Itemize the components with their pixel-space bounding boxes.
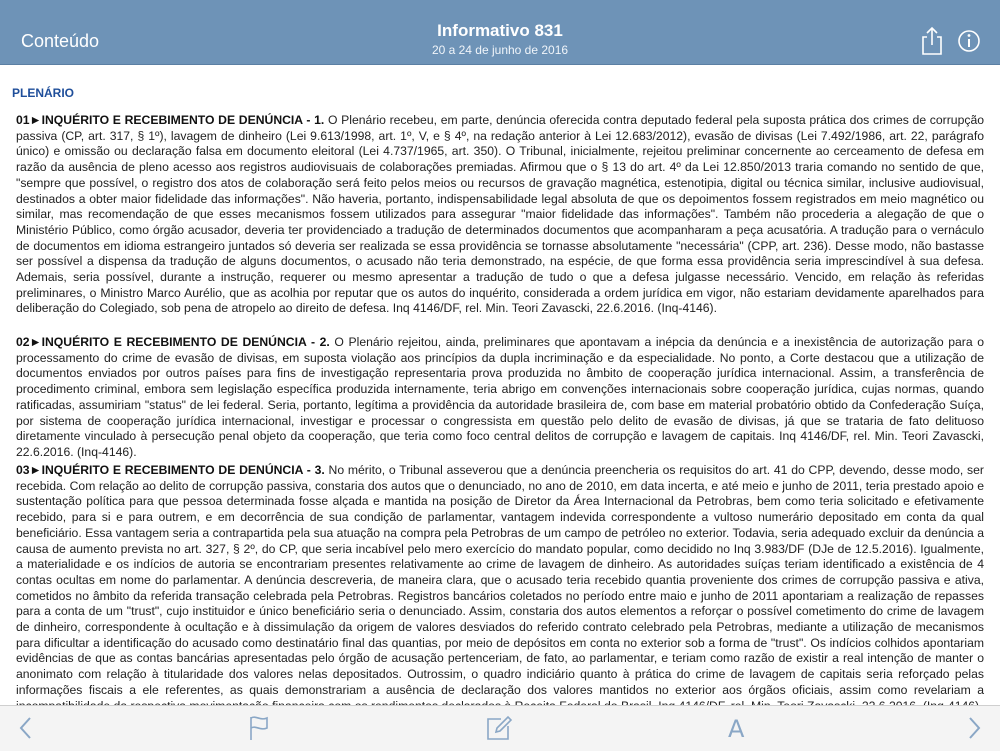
info-icon[interactable] [956, 26, 984, 56]
chevron-right-icon[interactable] [964, 714, 984, 747]
bottom-toolbar [0, 705, 1000, 751]
article-content[interactable] [0, 65, 1000, 705]
back-button[interactable]: Conteúdo [21, 31, 100, 51]
paragraph-2-text: O Plenário rejeitou, ainda, preliminares que apontavam a inépcia da denúncia e a inexistência de autorização para o processamento do crime de evasão de divisas, em suposta violação aos princípios da dupla incriminação e da especialidade. No ponto, a Corte destacou que a utilização de documentos enviados por outros países para fins de investigação representaria prova produzida no âmbito de cooperação jurídica internacional. Assim, a transferência de procedimento criminal, embora sem legislação específica produzida internamente, teria abrigo em convenções internacionais sobre cooperação jurídica, cujas normas, quando ratificadas, assumiriam "status" de lei federal. Seria, portanto, legítima a providência da autoridade brasileira de, com base em material probatório obtido da Confederação Suíça, por sistema de cooperação jurídica internacional, investigar e processar o congressista em questão pelo delito de evasão de divisas, já que se trataria de fato delituoso diretamente vinculado à persecução penal objeto da cooperação, que teria como foco central delitos de corrupção e lavagem de capitais. Inq 4146/DF, rel. Min. Teori Zavascki, 22.6.2016. (Inq-4146). [16, 335, 985, 459]
paragraph-2-heading: 02►INQUÉRITO E RECEBIMENTO DE DENÚNCIA - 2. [16, 335, 330, 349]
font-size-icon[interactable]: A [728, 715, 745, 743]
compose-icon[interactable] [485, 714, 513, 747]
paragraph-3 [16, 463, 984, 714]
page-title: Informativo 831 [437, 21, 563, 40]
paragraph-2 [16, 335, 984, 461]
page-subtitle: 20 a 24 de junho de 2016 [431, 43, 569, 57]
paragraph-3-heading: 03►INQUÉRITO E RECEBIMENTO DE DENÚNCIA - 3. [16, 463, 325, 477]
chevron-left-icon[interactable] [16, 714, 36, 747]
navigation-bar [0, 0, 1000, 65]
paragraph-3-text: No mérito, o Tribunal asseverou que a denúncia preencheria os requisitos do art. 41 do CPP, devendo, desse modo, ser recebida. Com relação ao delito de corrupção passiva, constaria dos autos que o denunciado, no ano de 2010, em data incerta, e até meio e junho de 2011, teria prestado apoio e sustentação política para que pessoa determinada fosse alçada e mantida na posição de Diretor da Área Internacional da Petrobras, bem como teria solicitado e efetivamente recebido, para si e para outrem, e em decorrência de sua condição de parlamentar, vantagem indevida correspondente a vultoso numerário depositado em conta da qual beneficiário. Essa vantagem seria a contrapartida pela sua atuação na compra pela Petrobras de um campo de petróleo no exterior. Todavia, seria adequado excluir da denúncia a causa de aumento prevista no art. 327, § 2º, do CP, que seria incabível pelo mero exercício do mandato popular, como decidido no Inq 3.983/DF (DJe de 12.5.2016). Igualmente, a materialidade e os indícios de autoria se encontrariam presentes relativamente ao crime de lavagem de dinheiro. As autoridades suíças teriam identificado a existência de 4 contas ocultas em nome do parlamentar. A denúncia descreveria, de maneira clara, que o acusado teria recebido quantia proveniente dos crimes de corrupção passiva e ativa, cometidos no âmbito da referida transação celebrada pela Petrobras. Registros bancários coletados no período entre maio e junho de 2011 apontariam a realização de repasses para a conta de um "trust", cujo instituidor e único beneficiário seria o denunciado. Assim, constaria dos autos elementos a reforçar o possível cometimento do crime de lavagem de dinheiro, correspondente à ocultação e à dissimulação da origem de valores desviados do referido contrato celebrado pela Petrobras, mediante a utilização de mecanismos para dificultar a identificação do acusado como destinatário final das quantias, por meio de depósitos em conta no exterior sob a forma de "trust". Os indícios colhidos apontariam evidências de que as contas bancárias apresentadas pelo órgão de acusação pertenceriam, de fato, ao parlamentar, e teriam como razão de existir a real intenção de manter o anonimato com relação à titularidade dos valores nelas depositados. Outrossim, o quadro indiciário quanto à prática do crime de lavagem de capitais seria reforçado pelas informações fiscais a ele referentes, as quais demonstrariam a ausência de declaração dos valores mantidos no exterior aos órgãos oficiais, assim como revelariam a [16, 463, 984, 697]
share-icon[interactable] [918, 26, 946, 56]
paragraph-1-heading: 01►INQUÉRITO E RECEBIMENTO DE DENÚNCIA - 1. [16, 113, 325, 127]
paragraph-1 [16, 113, 984, 317]
flag-icon[interactable] [247, 714, 271, 747]
section-title: PLENÁRIO [12, 86, 75, 100]
paragraph-1-text: O Plenário recebeu, em parte, denúncia oferecida contra deputado federal pela suposta prática dos crimes de corrupção passiva (CP, art. 317, § 1º), lavagem de dinheiro (Lei 9.613/1998, art. 1º, V, e § 4º, na redação anterior à Lei 12.683/2012), evasão de divisas (Lei 7.492/1986, art. 22, parágrafo único) e omissão ou declaração falsa em documento eleitoral (Lei 4.737/1965, art. 350). O Tribunal, inicialmente, rejeitou preliminar concernente ao cerceamento de defesa em razão da ausência de pleno acesso aos registros audiovisuais de colaborações premiadas. Afirmou que o § 13 do art. 4º da Lei 12.850/2013 traria comando no sentido de que, "sempre que possível, o registro dos atos de colaboração será feito pelos meios ou recursos de gravação magnética, estenotipia, digital ou técnica similar, inclusive audiovisual, destinados a obter maior fidelidade das informações". Não haveria, portanto, indispensabilidade legal absoluta de que os depoimentos fossem registrados em meio magnético ou similar, mas recomendação de que esses mecanismos fossem utilizados para assegurar "maior fidelidade das informações". Também não procederia a alegação de que o Ministério Público, como órgão acusador, deveria ter providenciado a tradução de determinados documentos que acompanharam a peça acusatória. A tradução para o vernáculo de documentos em idioma estrangeiro juntados só deveria ser realizada se essa providência se tornasse absolutamente "necessária" (CPP, art. 236). Desse modo, não bastasse ser possível a dispensa da tradução de alguns documentos, o acusado não teria demonstrado, na espécie, de que forma essa providência seria imprescindível à sua defesa. Ademais, seria possível, durante a instrução, requerer ou mesmo apresentar a tradução de tudo o que a defesa julgasse necessário. Vencido, em relação às referidas preliminares, o Ministro Marco Aurélio, que as acolhia por reputar que os autos do inquérito, considerada a ordem jurídica em vigor, não estariam devidamente aparelhados para deliberação do Colegiado, sob pena de atropelo ao direito de defesa. Inq 4146/DF, rel. Min. Teori Zavascki, 22.6.2016. (Inq-4146). [16, 113, 984, 316]
